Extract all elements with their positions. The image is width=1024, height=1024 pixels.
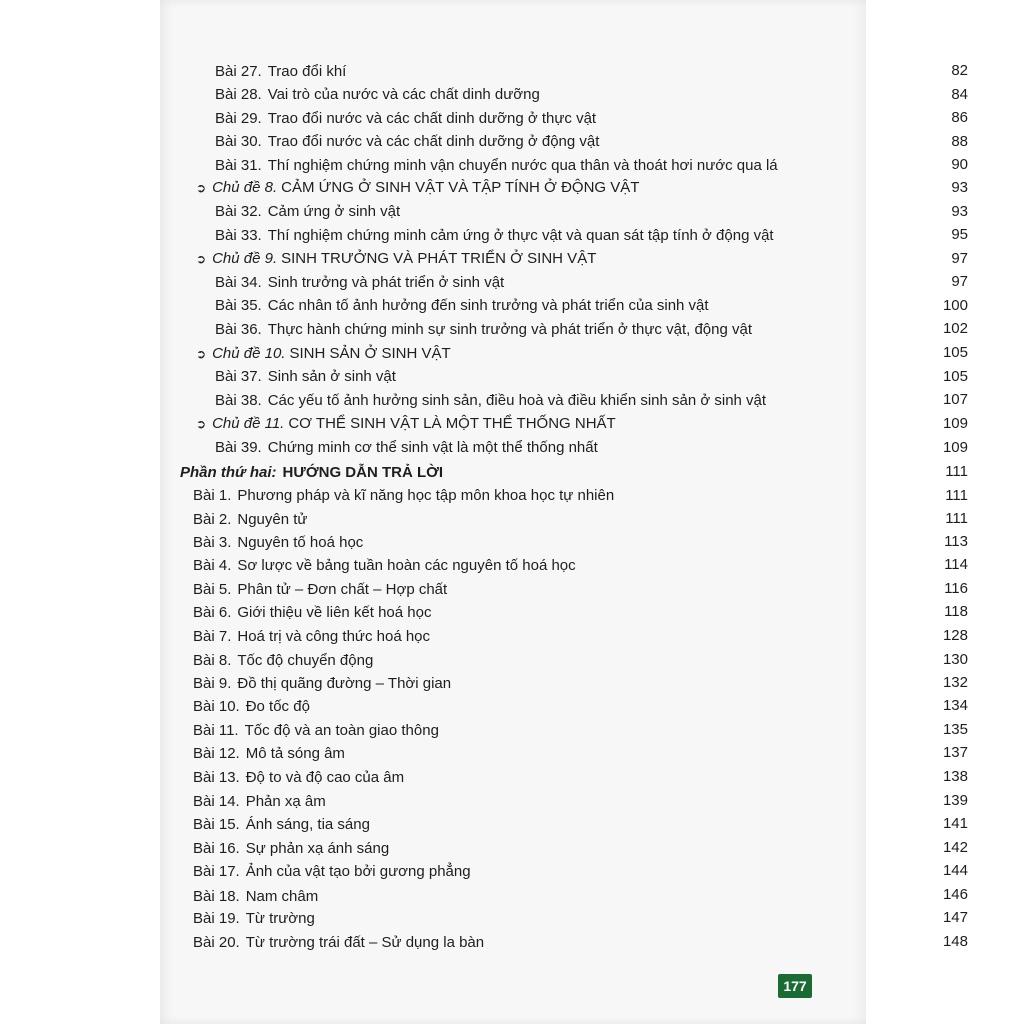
part-heading <box>180 461 443 484</box>
toc-entry <box>193 625 430 648</box>
lesson-number: Bài 15. <box>193 816 240 833</box>
lesson-title: Ảnh của vật tạo bởi gương phẳng <box>245 863 471 880</box>
topic-title: CƠ THỂ SINH VẬT LÀ MỘT THỂ THỐNG NHẤT <box>288 415 616 432</box>
toc-entry <box>215 130 599 153</box>
lesson-title: Tốc độ chuyển động <box>237 652 374 669</box>
toc-entry <box>215 154 778 177</box>
toc-entry <box>193 837 389 860</box>
lesson-number: Bài 9. <box>193 675 232 692</box>
page-number: 105 <box>942 344 968 361</box>
page-number: 130 <box>942 651 968 668</box>
toc-entry <box>193 578 447 601</box>
page-number: 114 <box>944 556 968 573</box>
lesson-title: Nam châm <box>245 888 319 905</box>
lesson-title: Thực hành chứng minh sự sinh trưởng và phát triển ở thực vật, động vật <box>267 321 752 338</box>
page-number: 102 <box>942 320 968 337</box>
page-number: 138 <box>942 768 968 785</box>
page-number: 137 <box>942 744 968 761</box>
toc-entry <box>215 436 598 459</box>
page-number: 93 <box>951 179 968 196</box>
topic-title: SINH SẢN Ở SINH VẬT <box>289 345 451 362</box>
lesson-number: Bài 5. <box>193 581 232 598</box>
toc-entry <box>215 60 346 83</box>
topic-heading <box>196 247 596 270</box>
page-number: 88 <box>951 133 968 150</box>
page-number: 111 <box>945 487 968 504</box>
lesson-number: Bài 12. <box>193 745 240 762</box>
lesson-number: Bài 34. <box>215 274 262 291</box>
arrow-bullet-icon: ➲ <box>196 346 207 361</box>
lesson-title: Độ to và độ cao của âm <box>245 769 405 786</box>
topic-heading <box>196 412 616 435</box>
lesson-number: Bài 39. <box>215 439 262 456</box>
page-number: 84 <box>951 86 968 103</box>
page-number: 134 <box>942 697 968 714</box>
lesson-title: Ánh sáng, tia sáng <box>245 816 370 833</box>
page-number: 142 <box>942 839 968 856</box>
page-number: 111 <box>945 510 968 527</box>
lesson-title: Sinh trưởng và phát triển ở sinh vật <box>267 274 505 291</box>
lesson-title: Thí nghiệm chứng minh cảm ứng ở thực vật và quan sát tập tính ở động vật <box>267 227 774 244</box>
lesson-title: Trao đổi nước và các chất dinh dưỡng ở động vật <box>267 133 600 150</box>
toc-entry <box>193 813 370 836</box>
toc-entry <box>215 200 400 223</box>
toc-entry <box>193 601 431 624</box>
toc-entry <box>193 790 326 813</box>
lesson-title: Phản xạ âm <box>245 793 326 810</box>
lesson-title: Từ trường <box>245 910 315 927</box>
page-number: 116 <box>944 580 968 597</box>
lesson-title: Mô tả sóng âm <box>245 745 345 762</box>
page-number: 144 <box>942 862 968 879</box>
lesson-number: Bài 30. <box>215 133 262 150</box>
page-number-badge: 177 <box>778 974 812 998</box>
page-number: 93 <box>951 203 968 220</box>
topic-heading <box>196 176 639 199</box>
lesson-number: Bài 6. <box>193 604 232 621</box>
page-number: 109 <box>942 439 968 456</box>
page-number: 100 <box>942 297 968 314</box>
arrow-bullet-icon: ➲ <box>196 251 207 266</box>
lesson-number: Bài 2. <box>193 511 232 528</box>
lesson-number: Bài 11. <box>193 722 239 739</box>
page-number: 113 <box>944 533 968 550</box>
lesson-number: Bài 14. <box>193 793 240 810</box>
toc-entry <box>215 294 709 317</box>
page-number: 97 <box>951 273 968 290</box>
lesson-number: Bài 37. <box>215 368 262 385</box>
topic-prefix: Chủ đề 9. <box>212 250 278 267</box>
lesson-title: Chứng minh cơ thể sinh vật là một thể thống nhất <box>267 439 598 456</box>
lesson-title: Trao đổi nước và các chất dinh dưỡng ở thực vật <box>267 110 597 127</box>
toc-entry <box>193 508 307 531</box>
arrow-bullet-icon: ➲ <box>196 416 207 431</box>
toc-entry <box>215 83 540 106</box>
topic-title: CẢM ỨNG Ở SINH VẬT VÀ TẬP TÍNH Ở ĐỘNG VẬT <box>281 179 640 196</box>
part-title: HƯỚNG DẪN TRẢ LỜI <box>282 464 444 481</box>
toc-entry <box>215 271 504 294</box>
page-number: 82 <box>951 62 968 79</box>
toc-entry <box>193 885 318 908</box>
topic-prefix: Chủ đề 8. <box>212 179 278 196</box>
page-number: 141 <box>942 815 968 832</box>
lesson-title: Sinh sản ở sinh vật <box>267 368 396 385</box>
lesson-number: Bài 16. <box>193 840 240 857</box>
lesson-number: Bài 19. <box>193 910 240 927</box>
topic-title: SINH TRƯỞNG VÀ PHÁT TRIỂN Ở SINH VẬT <box>281 250 597 267</box>
page-number: 107 <box>942 391 968 408</box>
topic-heading <box>196 342 451 365</box>
lesson-number: Bài 38. <box>215 392 262 409</box>
page-number: 86 <box>951 109 968 126</box>
lesson-number: Bài 35. <box>215 297 262 314</box>
toc-entry <box>193 907 315 930</box>
page-number: 139 <box>942 792 968 809</box>
lesson-title: Đồ thị quãng đường – Thời gian <box>237 675 452 692</box>
page-number: 109 <box>942 415 968 432</box>
lesson-title: Tốc độ và an toàn giao thông <box>244 722 439 739</box>
toc-entry <box>193 649 373 672</box>
toc-entry <box>215 365 396 388</box>
toc-entry <box>193 766 404 789</box>
lesson-number: Bài 20. <box>193 934 240 951</box>
lesson-title: Vai trò của nước và các chất dinh dưỡng <box>267 86 540 103</box>
lesson-title: Từ trường trái đất – Sử dụng la bàn <box>245 934 485 951</box>
lesson-number: Bài 28. <box>215 86 262 103</box>
lesson-title: Phương pháp và kĩ năng học tập môn khoa học tự nhiên <box>237 487 615 504</box>
lesson-number: Bài 4. <box>193 557 232 574</box>
page-number: 95 <box>951 226 968 243</box>
page-number: 111 <box>945 463 968 480</box>
toc-entry <box>193 719 439 742</box>
toc-entry <box>193 672 451 695</box>
lesson-number: Bài 31. <box>215 157 262 174</box>
page-number: 97 <box>951 250 968 267</box>
topic-prefix: Chủ đề 10. <box>212 345 286 362</box>
toc-entry <box>193 742 345 765</box>
toc-entry <box>215 318 752 341</box>
lesson-title: Các nhân tố ảnh hưởng đến sinh trưởng và phát triển của sinh vật <box>267 297 709 314</box>
lesson-title: Thí nghiệm chứng minh vận chuyển nước qua thân và thoát hơi nước qua lá <box>267 157 778 174</box>
lesson-number: Bài 3. <box>193 534 232 551</box>
toc-entry <box>193 531 363 554</box>
toc-entry <box>215 389 766 412</box>
topic-prefix: Chủ đề 11. <box>212 415 285 432</box>
lesson-number: Bài 1. <box>193 487 232 504</box>
toc-entry <box>193 931 484 954</box>
toc-entry <box>215 107 596 130</box>
lesson-title: Cảm ứng ở sinh vật <box>267 203 401 220</box>
page-number: 90 <box>951 156 968 173</box>
toc-entry <box>215 224 774 247</box>
page-number: 148 <box>942 933 968 950</box>
lesson-title: Nguyên tố hoá học <box>237 534 364 551</box>
lesson-number: Bài 13. <box>193 769 240 786</box>
page-number: 105 <box>942 368 968 385</box>
lesson-number: Bài 8. <box>193 652 232 669</box>
page-number: 118 <box>944 603 968 620</box>
page-number: 128 <box>942 627 968 644</box>
lesson-number: Bài 17. <box>193 863 240 880</box>
page-number: 135 <box>942 721 968 738</box>
lesson-title: Các yếu tố ảnh hưởng sinh sản, điều hoà và điều khiển sinh sản ở sinh vật <box>267 392 767 409</box>
lesson-title: Trao đổi khí <box>267 63 347 80</box>
page-number: 147 <box>942 909 968 926</box>
lesson-title: Đo tốc độ <box>245 698 310 715</box>
lesson-title: Sơ lược về bảng tuần hoàn các nguyên tố hoá học <box>237 557 576 574</box>
lesson-number: Bài 32. <box>215 203 262 220</box>
lesson-title: Hoá trị và công thức hoá học <box>237 628 431 645</box>
toc-entry <box>193 695 310 718</box>
page-number: 146 <box>942 886 968 903</box>
arrow-bullet-icon: ➲ <box>196 180 207 195</box>
page-number: 132 <box>942 674 968 691</box>
lesson-title: Nguyên tử <box>237 511 308 528</box>
lesson-number: Bài 18. <box>193 888 240 905</box>
lesson-number: Bài 10. <box>193 698 240 715</box>
lesson-number: Bài 29. <box>215 110 262 127</box>
part-prefix: Phần thứ hai: <box>180 464 277 481</box>
lesson-number: Bài 33. <box>215 227 262 244</box>
lesson-number: Bài 36. <box>215 321 262 338</box>
toc-entry <box>193 860 471 883</box>
lesson-title: Sự phản xạ ánh sáng <box>245 840 390 857</box>
toc-entry <box>193 554 576 577</box>
lesson-number: Bài 27. <box>215 63 262 80</box>
lesson-number: Bài 7. <box>193 628 232 645</box>
lesson-title: Phân tử – Đơn chất – Hợp chất <box>237 581 448 598</box>
lesson-title: Giới thiệu về liên kết hoá học <box>237 604 432 621</box>
toc-entry <box>193 484 614 507</box>
